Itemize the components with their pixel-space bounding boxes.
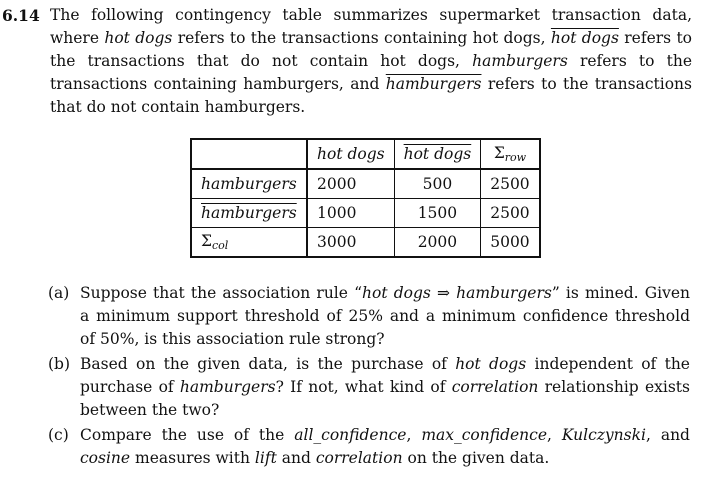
intro-text-5: refers to the transactions that do not contain hamburgers.: [50, 75, 692, 116]
table-cell: 2000: [307, 169, 394, 199]
intro-text-1: The following contingency table summarizes supermarket transaction data, where: [50, 6, 692, 47]
part-text: on the given data.: [407, 449, 550, 467]
sigma-symbol: Σ: [493, 144, 505, 162]
part-text: measures with: [135, 449, 250, 467]
term-hot-dogs: hot dogs: [104, 29, 173, 47]
term-max-confidence: max_confidence: [421, 426, 548, 444]
part-text: ” is mined. Given a minimum support threshold of 25% and a minimum confidence threshold of 50%, is this association rule strong?: [80, 284, 690, 348]
part-label: (c): [48, 426, 69, 444]
term-hamburgers: hamburgers: [179, 378, 276, 396]
term-hot-dogs: hot dogs: [455, 355, 527, 373]
term-not-hamburgers: hamburgers: [385, 75, 482, 93]
problem-intro: [50, 4, 692, 119]
table-cell: 3000: [307, 228, 394, 258]
table-cell: 500: [394, 169, 481, 199]
term-lift: lift: [254, 449, 277, 467]
part-label: (b): [48, 355, 71, 373]
row-label-sigma-col: [191, 228, 307, 258]
term-correlation: correlation: [315, 449, 403, 467]
part-label: (a): [48, 284, 70, 302]
part-text: independent of the purchase of: [80, 355, 690, 396]
part-b: [48, 353, 690, 422]
intro-text-3: refers to the transactions that do not contain hot dogs,: [50, 29, 693, 70]
table-cell: 2000: [394, 228, 481, 258]
table-cell: 5000: [481, 228, 540, 258]
part-text: relationship exists between the two?: [80, 378, 690, 419]
table-cell: 2500: [481, 169, 540, 199]
part-text: ,: [547, 426, 552, 444]
term-all-confidence: all_confidence: [294, 426, 407, 444]
part-text: Suppose that the association rule “: [80, 284, 363, 302]
part-text: Compare the use of the: [80, 426, 285, 444]
row-label-not-hamburgers: hamburgers: [191, 199, 307, 228]
table-cell: 2500: [481, 199, 540, 228]
rule-text: hot dogs ⇒ hamburgers: [362, 284, 552, 302]
part-text: and: [281, 449, 311, 467]
sigma-subscript: col: [211, 239, 229, 252]
problem-number: 6.14: [2, 6, 40, 25]
term-cosine: cosine: [80, 449, 131, 467]
table-row: [191, 169, 540, 199]
header-not-hot-dogs: hot dogs: [394, 139, 481, 169]
table-corner-cell: [191, 139, 307, 169]
header-hot-dogs: hot dogs: [307, 139, 394, 169]
term-not-hot-dogs: hot dogs: [550, 29, 619, 47]
intro-text-2: refers to the transactions containing hot dogs,: [177, 29, 546, 47]
part-text: , and: [645, 426, 690, 444]
intro-text-4: refers to the transactions containing hamburgers, and: [50, 52, 692, 93]
table-row: [191, 199, 540, 228]
term-kulczynski: Kulczynski: [561, 426, 646, 444]
sigma-subscript: row: [504, 151, 527, 164]
header-sigma-row: [481, 139, 540, 169]
part-text: Based on the given data, is the purchase of: [80, 355, 447, 373]
part-text: ,: [406, 426, 412, 444]
table-cell: 1000: [307, 199, 394, 228]
part-text: ? If not, what kind of: [275, 378, 446, 396]
sigma-symbol: Σ: [201, 232, 212, 250]
contingency-table: [190, 138, 541, 258]
problem-statement: [2, 4, 692, 119]
row-label-hamburgers: hamburgers: [191, 169, 307, 199]
part-c: [48, 424, 690, 470]
term-correlation: correlation: [451, 378, 539, 396]
table-header-row: [191, 139, 540, 169]
table-row: [191, 228, 540, 258]
problem-parts: [48, 282, 690, 472]
part-a: [48, 282, 690, 351]
term-hamburgers: hamburgers: [472, 52, 568, 70]
table-cell: 1500: [394, 199, 481, 228]
